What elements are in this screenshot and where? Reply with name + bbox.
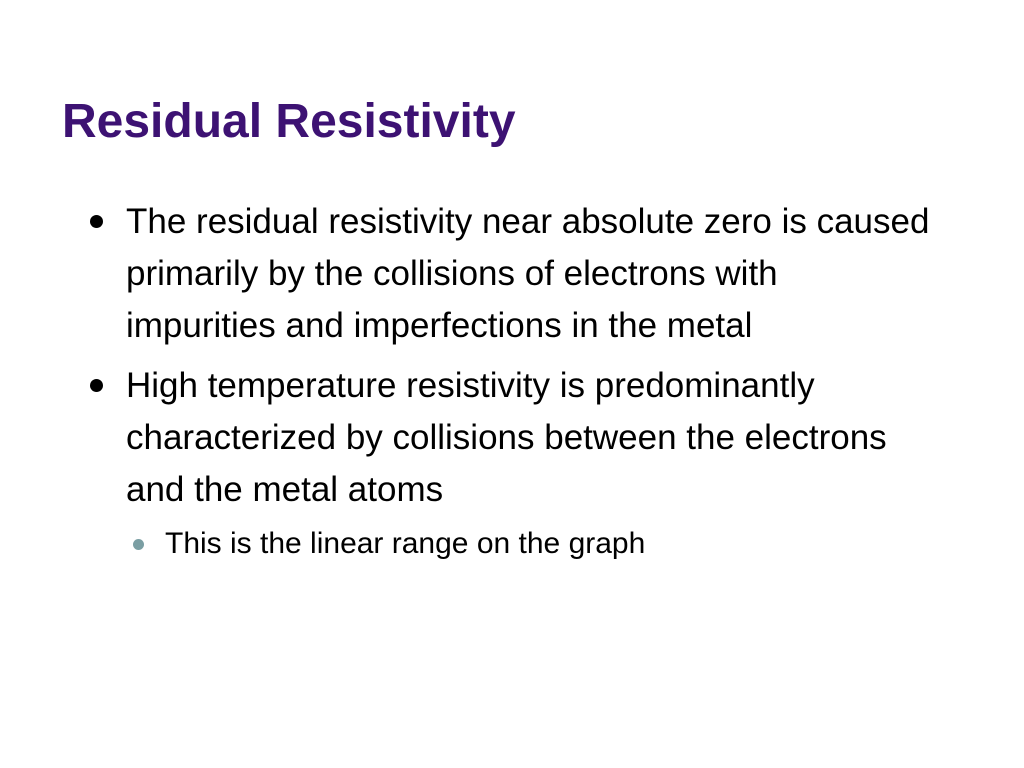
bullet-text: High temperature resistivity is predominantly characterized by collisions between the electrons and the metal atoms [126, 366, 887, 509]
bullet-item [0, 360, 936, 516]
sub-bullet-dot-icon [133, 539, 144, 550]
bullet-dot-icon [90, 379, 103, 392]
bullet-text: The residual resistivity near absolute zero is caused primarily by the collisions of electrons with impurities and imperfections in the metal [126, 202, 930, 345]
sub-bullet-text: This is the linear range on the graph [165, 527, 646, 560]
bullet-item [0, 196, 936, 352]
sub-bullet-item [0, 522, 965, 566]
slide-title: Residual Resistivity [62, 95, 516, 148]
bullet-dot-icon [90, 215, 103, 228]
slide-body [0, 196, 1024, 566]
